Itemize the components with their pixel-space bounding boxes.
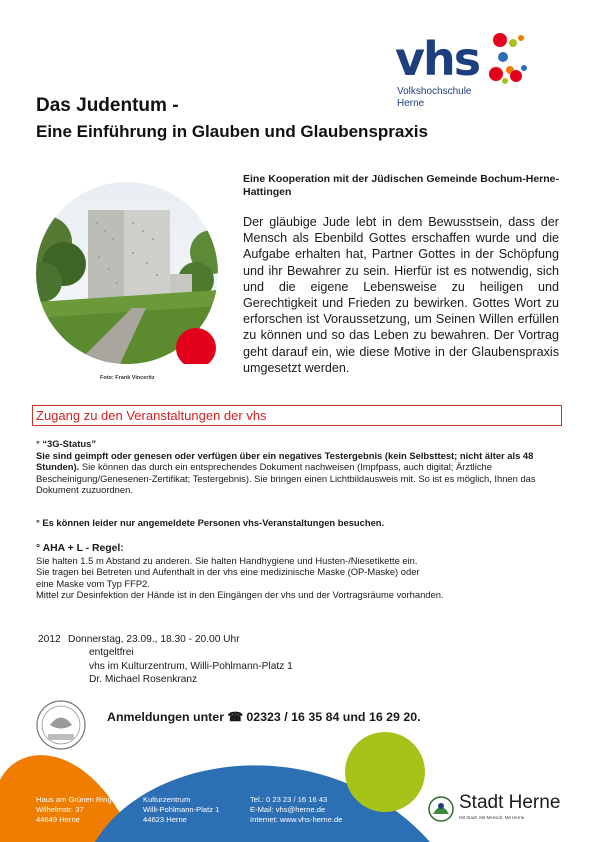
- page-title: Das Judentum -: [36, 95, 179, 116]
- rule-aha-heading: ° AHA + L - Regel:: [36, 543, 124, 554]
- access-heading-box: [32, 405, 562, 426]
- event-date: Donnerstag, 23.09., 18.30 - 20.00 Uhr: [68, 634, 240, 645]
- rule-3g-heading: ° “3G-Status”: [36, 438, 97, 449]
- vhs-logo: [395, 28, 565, 118]
- event-speaker: Dr. Michael Rosenkranz: [89, 673, 198, 685]
- logo-dots: [483, 32, 563, 92]
- stadt-herne-slogan: Mit Stadt. Mit Mensch. Mit Herne: [459, 815, 525, 820]
- photo-credit: Foto: Frank Vinceritz: [100, 375, 155, 381]
- synagogue-photo: [36, 182, 218, 364]
- logo-wordmark: vhs: [395, 32, 480, 86]
- rule-3g: [36, 438, 562, 496]
- rule-aha-line: Mittel zur Desinfektion der Hände ist in den Eingängen der vhs und der Vortragsräume vorhanden.: [36, 589, 444, 600]
- rule-aha: [36, 543, 562, 601]
- footer-address-2: Kulturzentrum Willi-Pohlmann-Platz 1 44623 Herne: [143, 795, 220, 824]
- cooperation-note: Eine Kooperation mit der Jüdischen Gemeinde Bochum-Herne-Hattingen: [243, 173, 559, 198]
- rule-aha-line: Sie tragen bei Betreten und Aufenthalt in der vhs eine medizinische Maske (OP-Maske) oder: [36, 566, 420, 577]
- event-number: 2012: [38, 634, 61, 645]
- page-subtitle: Eine Einführung in Glauben und Glaubenspraxis: [36, 122, 428, 141]
- intro-text: Der gläubige Jude lebt in dem Bewusstsein, dass der Mensch als Ebenbild Gottes erschaffen wurde und die Aufgabe erhalten hat, Partner Gottes in der Schöpfung und ihr Bewahrer zu sein. Hierfür ist es notwendig, sich und die eigene Lebensweise zu heiligen und Gerechtigkeit und Frieden zu bewirken. Gottes Wort zu erforschen ist Voraussetzung, um Seinen Willen erfüllen zu können und so das Leben zu bewahren. Der Vortrag geht darauf ein, wie diese Motive in der Glaubenspraxis umgesetzt werden.: [243, 215, 559, 375]
- footer-contact: Tel.: 0 23 23 / 16 16 43 E-Mail: vhs@herne.de Internet: www.vhs-herne.de: [250, 795, 343, 824]
- registration-phone: Anmeldungen unter ☎ 02323 / 16 35 84 und 16 29 20.: [107, 710, 421, 724]
- access-heading: Zugang zu den Veranstaltungen der vhs: [36, 408, 267, 423]
- rule-registered-only: ° Es können leider nur angemeldete Personen vhs-Veranstaltungen besuchen.: [36, 517, 385, 528]
- rule-aha-line: eine Maske vom Typ FFP2.: [36, 577, 150, 589]
- stadt-herne-emblem-icon: [427, 796, 455, 822]
- logo-subtitle: Volkshochschule Herne: [397, 86, 472, 109]
- footer-address-1: Haus am Grünen Ring Wilhelmstr. 37 44649 Herne: [36, 795, 112, 824]
- rule-aha-line: Sie halten 1.5 m Abstand zu anderen. Sie halten Handhygiene und Husten-/Niesetikette ein.: [36, 554, 418, 566]
- rule-3g-text: Sie sind geimpft oder genesen oder verfügen über ein negatives Testergebnis (kein Selbsttest; nicht älter als 48 Stunden). Sie können das durch ein entsprechendes Dokument nachweisen (Impfpass, auch digital; Ärztliche Bescheinigung/Genesenen-Zertifikat; Testergebnis). Sie bringen einen Lichtbildausweis mit. So ist es möglich, Ihnen das Dokument zuzuordnen.: [36, 449, 536, 495]
- event-fee: entgeltfrei: [89, 647, 134, 659]
- event-location: vhs im Kulturzentrum, Willi-Pohlmann-Platz 1: [89, 660, 293, 672]
- stadt-herne-name: Stadt Herne: [459, 792, 561, 813]
